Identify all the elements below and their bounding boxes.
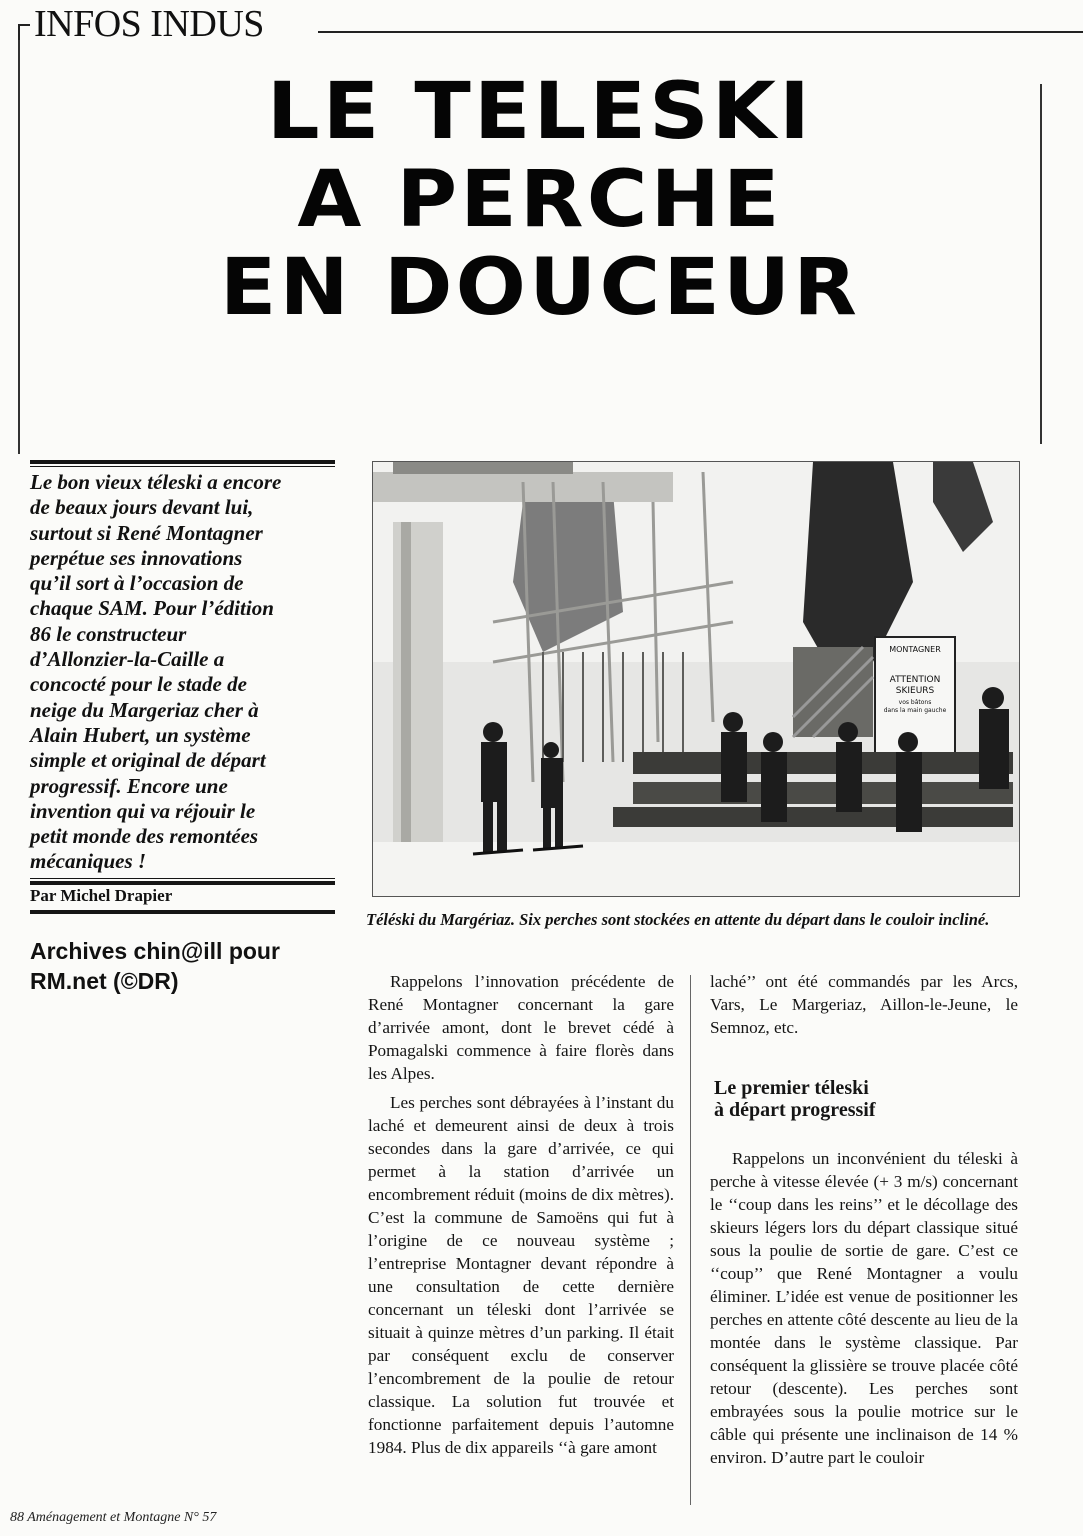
title-line-2: A PERCHE bbox=[297, 155, 783, 245]
intro-line: neige du Margeriaz cher à bbox=[30, 697, 259, 722]
header-bracket-top bbox=[18, 24, 30, 26]
intro-line: perpétue ses innovations bbox=[30, 545, 243, 570]
byline-rule bbox=[30, 881, 335, 885]
intro-top-rule-thin bbox=[30, 466, 335, 467]
intro-line: chaque SAM. Pour l’édition bbox=[30, 596, 274, 621]
sign-line-1: ATTENTION bbox=[889, 675, 941, 685]
intro-line: concocté pour le stade de bbox=[30, 672, 247, 697]
intro-top-rule bbox=[30, 460, 335, 464]
body-paragraph: laché’’ ont été commandés par les Arcs, Vars, Le Margeriaz, Aillon-le-Jeune, le Semnoz, etc. bbox=[710, 972, 1018, 1037]
intro-line: Alain Hubert, un système bbox=[30, 722, 251, 747]
article-title bbox=[127, 68, 954, 332]
intro-line: de beaux jours devant lui, bbox=[30, 495, 254, 520]
subhead-line-1: Le premier téleski bbox=[714, 1077, 869, 1099]
intro-line: 86 le constructeur bbox=[30, 621, 187, 646]
body-column-1 bbox=[368, 970, 674, 1459]
intro-line: qu’il sort à l’occasion de bbox=[30, 571, 244, 596]
sign-line-2: SKIEURS bbox=[895, 686, 935, 696]
right-frame-line bbox=[1040, 84, 1042, 444]
intro-text bbox=[30, 470, 335, 875]
sign-line-3: vos bâtons bbox=[898, 699, 932, 706]
title-line-3: EN DOUCEUR bbox=[219, 243, 861, 333]
sign-brand: MONTAGNER bbox=[889, 645, 941, 654]
section-label: INFOS INDUS bbox=[34, 3, 264, 45]
left-frame-line bbox=[18, 40, 20, 454]
photo-illustration bbox=[373, 462, 1019, 896]
column-divider bbox=[690, 975, 691, 1505]
intro-line: invention qui va réjouir le bbox=[30, 798, 256, 823]
sign-line-4: dans la main gauche bbox=[883, 707, 947, 714]
archive-credit bbox=[30, 936, 335, 996]
photo-caption: Téléski du Margériaz. Six perches sont stockées en attente du départ dans le couloir incliné. bbox=[366, 910, 990, 929]
intro-line: progressif. Encore une bbox=[30, 773, 228, 798]
body-paragraph: Les perches sont débrayées à l’instant du laché et demeurent ainsi de deux à trois secondes dans la gare d’arrivée, ce qui permet à la station d’arrivée un encombrement réduit (moins de dix mètres). C’est la commune de Samoëns qui fut à l’origine de ce nouveau système ; l’entreprise Montagner devant répondre à une consultation de cette dernière concernant un téleski dont l’arrivée se situait à quinze mètres d’un parking. Il était par conséquent exclu de conserver l’encombrement de la poulie de retour classique. La solution fut trouvée et fonctionne parfaitement depuis l’automne 1984. Plus de dix appareils ‘‘à gare amont bbox=[368, 1093, 674, 1457]
ski-lift-photo bbox=[372, 461, 1020, 897]
archive-line-2: RM.net (©DR) bbox=[30, 968, 179, 994]
section-subhead bbox=[714, 1077, 1018, 1121]
byline: Par Michel Drapier bbox=[30, 886, 173, 905]
intro-line: petit monde des remontées bbox=[30, 824, 259, 849]
byline-rule-thin bbox=[30, 878, 335, 879]
intro-line: mécaniques ! bbox=[30, 849, 147, 874]
header-rule bbox=[318, 31, 1083, 33]
header-bracket bbox=[18, 24, 20, 40]
subhead-line-2: à départ progressif bbox=[714, 1099, 876, 1121]
intro-line: surtout si René Montagner bbox=[30, 520, 263, 545]
intro-line: simple et original de départ bbox=[30, 748, 266, 773]
body-paragraph: Rappelons l’innovation précédente de René Montagner concernant la gare d’arrivée amont, dont le brevet cédé à Pomagalski commence à faire florès dans les Alpes. bbox=[368, 972, 674, 1083]
intro-line: d’Allonzier-la-Caille a bbox=[30, 647, 225, 672]
body-paragraph: Rappelons un inconvénient du téleski à perche à vitesse élevée (+ 3 m/s) concernant le ‘‘coup dans les reins’’ et le décollage des skieurs légers lors du départ classique situé sous la poulie de sortie de gare. C’est ce ‘‘coup’’ que René Montagner a voulu éliminer. L’idée est venue de positionner les perches en attente côté descente au lieu de la montée dans le système classique. Par conséquent la glissière se trouve placée côté retour (descente). Les perches sont embrayées sous la poulie motrice sur le câble qui présente une inclinaison de 14 % environ. D’autre part le couloir bbox=[710, 1149, 1018, 1467]
archive-line-1: Archives chin@ill pour bbox=[30, 938, 280, 964]
intro-line: Le bon vieux téleski a encore bbox=[30, 470, 282, 494]
byline-bottom-rule bbox=[30, 910, 335, 914]
title-line-1: LE TELESKI bbox=[266, 67, 814, 157]
page-footer: 88 Aménagement et Montagne N° 57 bbox=[10, 1510, 217, 1525]
body-column-2 bbox=[710, 970, 1018, 1469]
